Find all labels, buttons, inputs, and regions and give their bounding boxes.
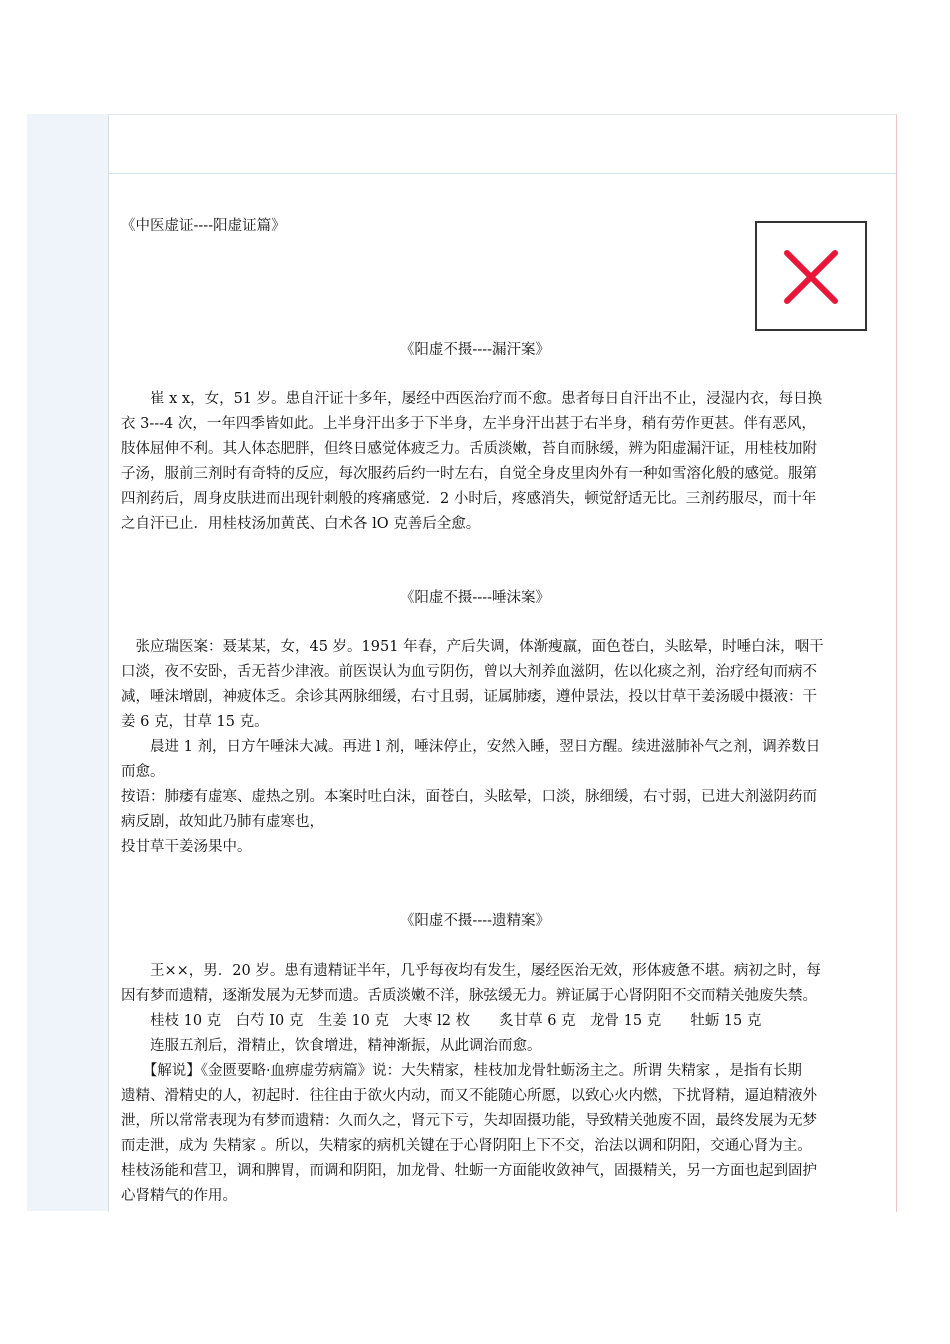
case-title-seminal: 《阳虚不摄----遗精案》 (399, 913, 551, 929)
text-line: 子汤，服前三剂时有奇特的反应，每次服药后约一时左右，自觉全身皮里肉外有一种如雪溶化般的感觉。服第 (121, 466, 817, 482)
text-line: 而走泄，成为 失精家 。所以，失精家的病机关键在于心肾阴阳上下不交，治法以调和阴阳，交通心肾为主。 (121, 1138, 812, 1154)
text-line: 心肾精气的作用。 (121, 1188, 237, 1204)
text-line: 之自汗已止．用桂枝汤加黄芪、白术各 lO 克善后全愈。 (121, 516, 481, 532)
broken-image-placeholder (755, 221, 867, 331)
text-line: 肢体屈伸不利。其人体态肥胖，但终日感觉体疲乏力。舌质淡嫩，苔自而脉缓，辨为阳虚漏汗证，用桂枝加附 (121, 441, 817, 457)
text-line: 按语：肺痿有虚寒、虚热之别。本案时吐白沫，面苍白，头眩晕，口淡，脉细缓，右寸弱，已进大剂滋阴药而 (121, 789, 817, 805)
text-line: 张应瑞医案：聂某某，女，45 岁。1951 年春，产后失调，体渐瘦羸，面色苍白，头眩晕，时唾白沫，咽干 (121, 639, 824, 655)
text-line: 【解说】《金匮要略·血痹虚劳病篇》说：大失精家，桂枝加龙骨牡蛎汤主之。所谓 失精家 ，是指有长期 (121, 1063, 802, 1079)
text-line: 病反剧，故知此乃肺有虚寒也， (121, 814, 324, 830)
case-title-sweating: 《阳虚不摄----漏汗案》 (399, 342, 551, 358)
text-line: 王××，男．20 岁。患有遗精证半年，几乎每夜均有发生，屡经医治无效，形体疲惫不堪。病初之时，每 (121, 963, 821, 979)
broken-image-x-icon (783, 249, 839, 305)
text-line: 崔 x x，女，51 岁。患自汗证十多年，屡经中西医治疗而不愈。患者每日自汗出不止，浸湿内衣，每日换 (121, 391, 823, 407)
text-line: 姜 6 克，甘草 15 克。 (121, 714, 269, 730)
text-line: 桂枝汤能和营卫，调和脾胃，而调和阴阳，加龙骨、牡蛎一方面能收敛神气，固摄精关，另一方面也起到固护 (121, 1163, 817, 1179)
text-line: 晨进 1 剂，日方午唾沫大减。再进 l 剂，唾沫停止，安然入睡，翌日方醒。续进滋肺补气之剂，调养数日 (121, 739, 821, 755)
text-line: 因有梦而遗精，逐渐发展为无梦而遗。舌质淡嫩不洋，脉弦缓无力。辨证属于心肾阴阳不交而精关弛废失禁。 (121, 988, 817, 1004)
case-body-seminal (121, 959, 881, 1209)
left-margin-strip (27, 114, 108, 1211)
text-line: 连服五剂后，滑精止，饮食增进，精神渐振，从此调治而愈。 (121, 1038, 542, 1054)
text-line: 投甘草干姜汤果中。 (121, 839, 252, 855)
text-line: 泄，所以常常表现为有梦而遗精：久而久之，肾元下亏，失却固摄功能，导致精关弛废不固，最终发展为无梦 (121, 1113, 817, 1129)
document-title: 《中医虚证----阳虚证篇》 (121, 218, 286, 234)
text-line: 而愈。 (121, 764, 165, 780)
text-line: 遗精、滑精史的人，初起时．往往由于欲火内动，而又不能随心所愿，以致心火内燃，下扰肾精，逼迫精液外 (121, 1088, 817, 1104)
text-line: 衣 3---4 次，一年四季皆如此。上半身汗出多于下半身，左半身汗出甚于右半身，稍有劳作更甚。伴有恶风， (121, 416, 816, 432)
text-line: 四剂药后，周身皮肤进而出现针刺般的疼痛感觉．2 小时后，疼感消失，顿觉舒适无比。三剂药服尽，而十年 (121, 491, 817, 507)
case-body-saliva (121, 635, 881, 860)
case-title-saliva: 《阳虚不摄----唾沫案》 (399, 590, 551, 606)
text-line: 口淡，夜不安卧，舌无苔少津液。前医误认为血亏阴伤，曾以大剂养血滋阴，佐以化痰之剂，治疗经旬而病不 (121, 664, 817, 680)
text-line: 减，唾沫增剧，神疲体乏。余诊其两脉细缓，右寸且弱，证属肺痿，遵仲景法，投以甘草干姜汤暖中摄液：干 (121, 689, 817, 705)
text-line: 桂枝 10 克 白芍 I0 克 生姜 10 克 大枣 l2 枚 炙甘草 6 克 龙骨 15 克 牡蛎 15 克 (121, 1013, 762, 1029)
header-band (109, 115, 896, 174)
case-body-sweating (121, 387, 881, 537)
